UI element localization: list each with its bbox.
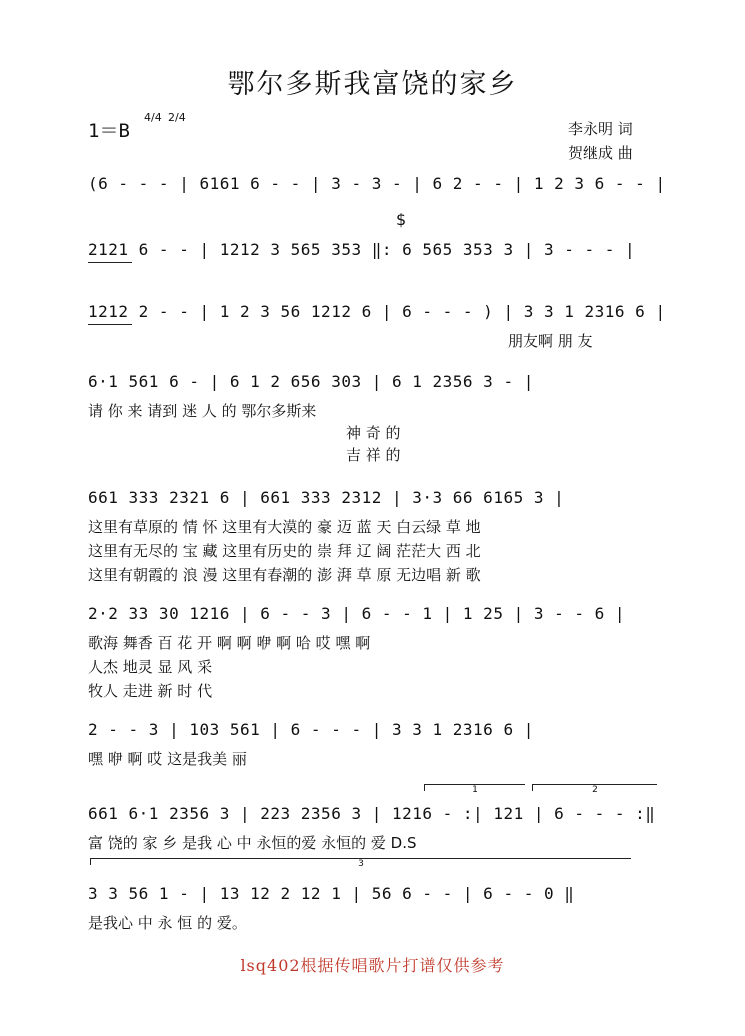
lyric-line: 这里有朝霞的 浪 漫 这里有春潮的 澎 湃 草 原 无边唱 新 歌	[88, 566, 481, 584]
lyric-line: 歌海 舞香 百 花 开 啊 啊 咿 啊 哈 哎 嘿 啊	[88, 634, 371, 652]
notation-row-7: 2 - - 3 | 103 561 | 6 - - - | 3 3 1 2316 6 |	[88, 720, 534, 739]
lyric-line: 牧人 走进 新 时 代	[88, 682, 213, 700]
notation-row-9: 3 3 56 1 - | 13 12 2 12 1 | 56 6 - - | 6 - - 0 ‖	[88, 884, 575, 903]
time-signature-value: 2/4	[168, 111, 186, 124]
footer-note: lsq402根据传唱歌片打谱仅供参考	[240, 956, 505, 975]
volta-bracket-2	[532, 784, 657, 795]
lyric-line: 请 你 来 请到 迷 人 的 鄂尔多斯来	[88, 402, 317, 420]
notation-row-3: 1212 2 - - | 1 2 3 56 1212 6 | 6 - - - ) | 3 3 1 2316 6 |	[88, 302, 666, 321]
volta-bracket-1	[424, 784, 525, 795]
time-signature-value: 4/4	[144, 111, 162, 124]
notation-row-8: 661 6·1 2356 3 | 223 2356 3 | 1216 - :| 121 | 6 - - - :‖	[88, 804, 656, 823]
lyricist-credit: 李永明 词	[568, 120, 633, 138]
notation-row-6: 2·2 33 30 1216 | 6 - - 3 | 6 - - 1 | 1 25 | 3 - - 6 |	[88, 604, 626, 623]
volta-label: 2	[592, 785, 598, 795]
volta-bracket-3	[90, 858, 631, 869]
time-signature-2-4	[168, 112, 186, 123]
song-title: 鄂尔多斯我富饶的家乡	[227, 69, 518, 100]
lyric-line: 富 饶的 家 乡 是我 心 中 永恒的爱 永恒的 爱 D.S	[88, 834, 417, 852]
beam-line	[88, 324, 132, 325]
segno-sign: $	[396, 210, 407, 229]
lyric-line: 这里有无尽的 宝 藏 这里有历史的 崇 拜 辽 阔 茫茫大 西 北	[88, 542, 481, 560]
lyric-line: 朋友啊 朋 友	[508, 332, 593, 350]
composer-credit: 贺继成 曲	[568, 144, 633, 162]
notation-row-2: 2121 6 - - | 1212 3 565 353 ‖: 6 565 353 3 | 3 - - - |	[88, 240, 636, 259]
volta-label: 1	[472, 785, 478, 795]
lyric-line: 是我心 中 永 恒 的 爱。	[88, 914, 247, 932]
volta-label: 3	[358, 859, 364, 869]
notation-row-5: 661 333 2321 6 | 661 333 2312 | 3·3 66 6165 3 |	[88, 488, 565, 507]
beam-line	[88, 262, 132, 263]
notation-row-4: 6·1 561 6 - | 6 1 2 656 303 | 6 1 2356 3 - |	[88, 372, 534, 391]
key-signature: 1＝B	[88, 120, 130, 142]
lyric-line: 这里有草原的 情 怀 这里有大漠的 豪 迈 蓝 天 白云绿 草 地	[88, 518, 481, 536]
time-signature-4-4	[144, 112, 162, 123]
notation-row-1: (6 - - - | 6161 6 - - | 3 - 3 - | 6 2 - - | 1 2 3 6 - - |	[88, 174, 666, 193]
lyric-line: 吉 祥 的	[346, 446, 401, 464]
lyric-line: 神 奇 的	[346, 424, 401, 442]
lyric-line: 嘿 咿 啊 哎 这是我美 丽	[88, 750, 247, 768]
lyric-line: 人杰 地灵 显 风 采	[88, 658, 213, 676]
